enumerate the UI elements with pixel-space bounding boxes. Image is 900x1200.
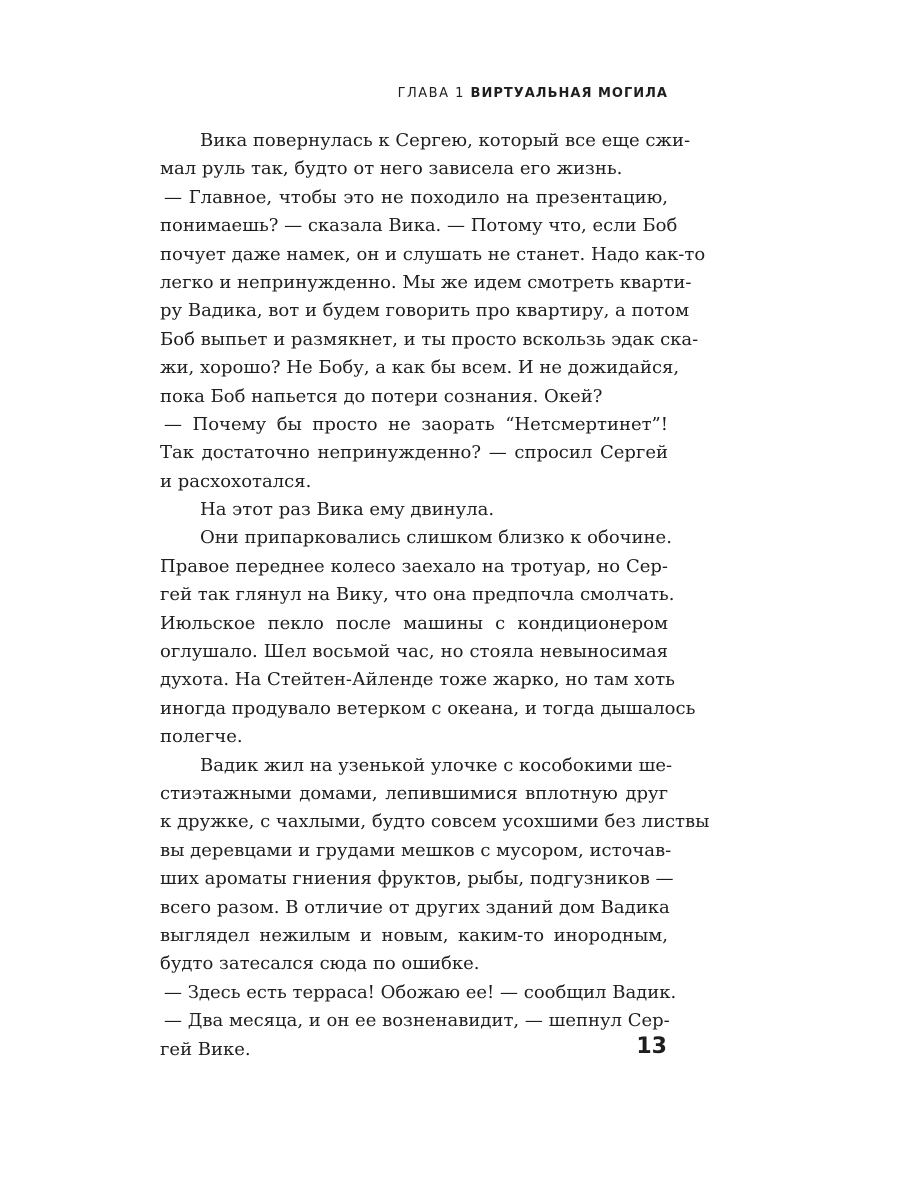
text-line: ру Вадика, вот и будем говорить про квартиру, а потом xyxy=(160,300,690,322)
text-line: Боб выпьет и размякнет, и ты просто вскользь эдак ска- xyxy=(160,328,699,350)
text-line: — Здесь есть терраса! Обожаю ее! — сообщил Вадик. xyxy=(164,981,677,1003)
text-line: Июльское пекло после машины с кондиционером xyxy=(160,612,668,634)
chapter-title: ВИРТУАЛЬНАЯ МОГИЛА xyxy=(470,86,668,101)
text-line: мал руль так, будто от него зависела его жизнь. xyxy=(160,158,623,180)
text-line: гей так глянул на Вику, что она предпочла смолчать. xyxy=(160,584,675,606)
text-line: Так достаточно непринужденно? — спросил Сергей xyxy=(160,442,668,464)
text-line: Вадик жил на узенькой улочке с кособокими ше- xyxy=(200,754,673,776)
text-line: На этот раз Вика ему двинула. xyxy=(200,499,495,521)
text-line: и расхохотался. xyxy=(160,470,312,492)
body-text xyxy=(160,127,710,1064)
text-line: духота. На Стейтен-Айленде тоже жарко, но там хоть xyxy=(160,669,675,691)
text-line: ших ароматы гниения фруктов, рыбы, подгузников — xyxy=(160,868,674,890)
text-line: Они припарковались слишком близко к обочине. xyxy=(200,527,672,549)
chapter-label: ГЛАВА 1 xyxy=(397,86,465,101)
text-line: гей Вике. xyxy=(160,1038,251,1060)
text-line: полегче. xyxy=(160,726,243,748)
text-line: Вика повернулась к Сергею, который все еще сжи- xyxy=(200,130,691,151)
text-line: выглядел нежилым и новым, каким-то инородным, xyxy=(160,924,668,946)
text-line: жи, хорошо? Не Бобу, а как бы всем. И не дожидайся, xyxy=(160,357,680,379)
text-line: почует даже намек, он и слушать не станет. Надо как-то xyxy=(160,243,706,265)
text-line: понимаешь? — сказала Вика. — Потому что, если Боб xyxy=(160,215,678,237)
text-line: к дружке, с чахлыми, будто совсем усохшими без листвы xyxy=(160,811,710,833)
text-line: — Почему бы просто не заорать “Нетсмертинет”! xyxy=(164,413,668,435)
running-head xyxy=(398,86,668,101)
text-line: будто затесался сюда по ошибке. xyxy=(160,953,480,975)
text-line: вы деревцами и грудами мешков с мусором, источав- xyxy=(160,839,672,861)
text-line: Правое переднее колесо заехало на тротуар, но Сер- xyxy=(160,555,668,577)
text-line: — Главное, чтобы это не походило на презентацию, xyxy=(164,186,668,208)
text-line: стиэтажными домами, лепившимися вплотную друг xyxy=(160,782,668,804)
text-line: иногда продувало ветерком с океана, и тогда дышалось xyxy=(160,697,696,719)
text-line: всего разом. В отличие от других зданий дом Вадика xyxy=(160,896,670,918)
text-line: — Два месяца, и он ее возненавидит, — шепнул Сер- xyxy=(164,1010,670,1032)
text-line: оглушало. Шел восьмой час, но стояла невыносимая xyxy=(160,641,668,663)
page-number: 13 xyxy=(636,1034,667,1059)
text-line: пока Боб напьется до потери сознания. Окей? xyxy=(160,385,603,407)
text-line: легко и непринужденно. Мы же идем смотреть кварти- xyxy=(160,271,692,293)
